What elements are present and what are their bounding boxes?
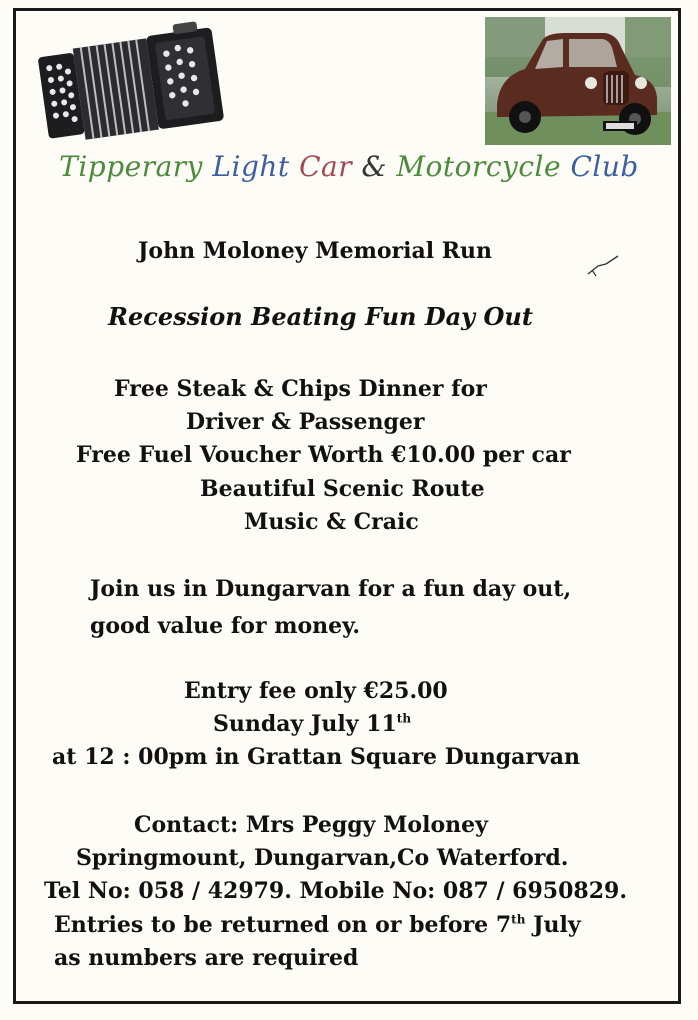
scratch-mark-icon <box>584 252 624 282</box>
entry-deadline-suffix: th <box>511 912 526 927</box>
entry-deadline-text: Entries to be returned on or before 7 <box>54 912 512 938</box>
entry-note: as numbers are required <box>54 945 359 971</box>
entry-deadline-month: July <box>525 912 581 938</box>
vintage-car-icon <box>485 17 671 145</box>
entry-deadline <box>54 910 581 940</box>
club-title-word: Light <box>212 150 290 183</box>
event-name: John Moloney Memorial Run <box>138 238 493 264</box>
event-date-suffix: th <box>396 711 412 726</box>
entry-fee: Entry fee only €25.00 <box>184 678 448 704</box>
club-title-word: Tipperary <box>59 150 203 183</box>
contact-phones: Tel No: 058 / 42979. Mobile No: 087 / 6950829. <box>44 878 627 904</box>
feature-line: Music & Craic <box>244 509 419 535</box>
accordion-icon <box>30 15 230 150</box>
contact-name: Contact: Mrs Peggy Moloney <box>134 812 488 838</box>
feature-line: Driver & Passenger <box>186 409 425 435</box>
invite-line: Join us in Dungarvan for a fun day out, <box>90 576 572 602</box>
event-date <box>213 709 411 739</box>
club-title-word: & <box>361 150 387 183</box>
feature-line: Free Steak & Chips Dinner for <box>114 376 487 402</box>
club-title-word: Club <box>570 150 639 183</box>
club-title-word: Motorcycle <box>396 150 562 183</box>
tagline: Recession Beating Fun Day Out <box>108 302 533 331</box>
vintage-car-photo <box>485 17 671 145</box>
invite-line: good value for money. <box>90 613 361 639</box>
event-date-text: Sunday July 11 <box>213 711 397 737</box>
club-title <box>0 150 698 183</box>
contact-address: Springmount, Dungarvan,Co Waterford. <box>76 845 569 871</box>
club-title-word: Car <box>299 150 353 183</box>
feature-line: Beautiful Scenic Route <box>200 476 485 502</box>
event-time-place: at 12 : 00pm in Grattan Square Dungarvan <box>52 744 581 770</box>
feature-line: Free Fuel Voucher Worth €10.00 per car <box>76 442 571 468</box>
